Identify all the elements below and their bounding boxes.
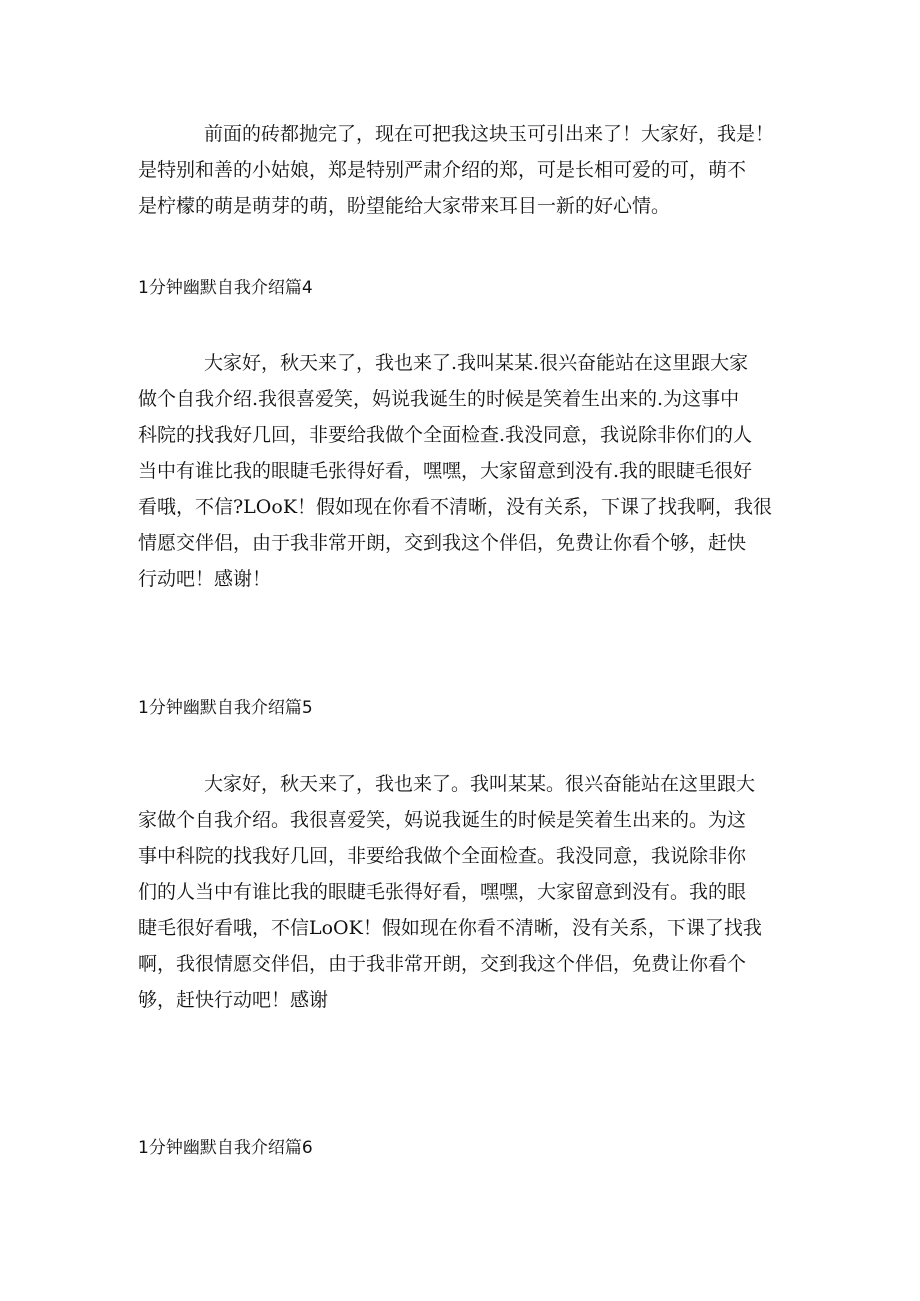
paragraph-line: 科院的找我好几回，非要给我做个全面检查.我没同意，我说除非你们的人 (138, 424, 753, 446)
section-heading-6: 1分钟幽默自我介绍篇6 (138, 1138, 313, 1158)
paragraph-line: 大家好，秋天来了，我也来了.我叫某某.很兴奋能站在这里跟大家 (204, 352, 749, 374)
paragraph-line: 们的人当中有谁比我的眼睫毛张得好看，嘿嘿，大家留意到没有。我的眼 (138, 881, 747, 903)
paragraph-line: 家做个自我介绍。我很喜爱笑，妈说我诞生的时候是笑着生出来的。为这 (138, 809, 747, 831)
paragraph-line: 是特别和善的小姑娘，郑是特别严肃介绍的郑，可是长相可爱的可，萌不 (138, 159, 747, 181)
paragraph-intro-continuation (138, 116, 788, 224)
paragraph-line: 前面的砖都抛完了，现在可把我这块玉可引出来了！大家好，我是！ (204, 123, 775, 145)
paragraph-intro-5 (138, 766, 788, 1018)
paragraph-line: 是柠檬的萌是萌芽的萌，盼望能给大家带来耳目一新的好心情。 (138, 195, 671, 217)
paragraph-line: 做个自我介绍.我很喜爱笑，妈说我诞生的时候是笑着生出来的.为这事中 (138, 388, 740, 410)
paragraph-line: 当中有谁比我的眼睫毛张得好看，嘿嘿，大家留意到没有.我的眼睫毛很好 (138, 460, 753, 482)
paragraph-line: 啊，我很情愿交伴侣，由于我非常开朗，交到我这个伴侣，免费让你看个 (138, 953, 747, 975)
paragraph-line: 够，赶快行动吧！感谢 (138, 989, 329, 1011)
paragraph-line: 大家好，秋天来了，我也来了。我叫某某。很兴奋能站在这里跟大 (204, 773, 756, 795)
paragraph-line: 看哦，不信?LOoK！假如现在你看不清晰，没有关系，下课了找我啊，我很 (138, 496, 773, 518)
paragraph-line: 事中科院的找我好几回，非要给我做个全面检查。我没同意，我说除非你 (138, 845, 747, 867)
paragraph-line: 睫毛很好看哦，不信LoOK！假如现在你看不清晰，没有关系，下课了找我 (138, 917, 762, 939)
section-heading-4: 1分钟幽默自我介绍篇4 (138, 278, 313, 298)
paragraph-line: 行动吧！感谢！ (138, 568, 272, 590)
section-heading-5: 1分钟幽默自我介绍篇5 (138, 698, 313, 718)
paragraph-line: 情愿交伴侣，由于我非常开朗，交到我这个伴侣，免费让你看个够，赶快 (138, 532, 747, 554)
paragraph-intro-4 (138, 345, 788, 597)
